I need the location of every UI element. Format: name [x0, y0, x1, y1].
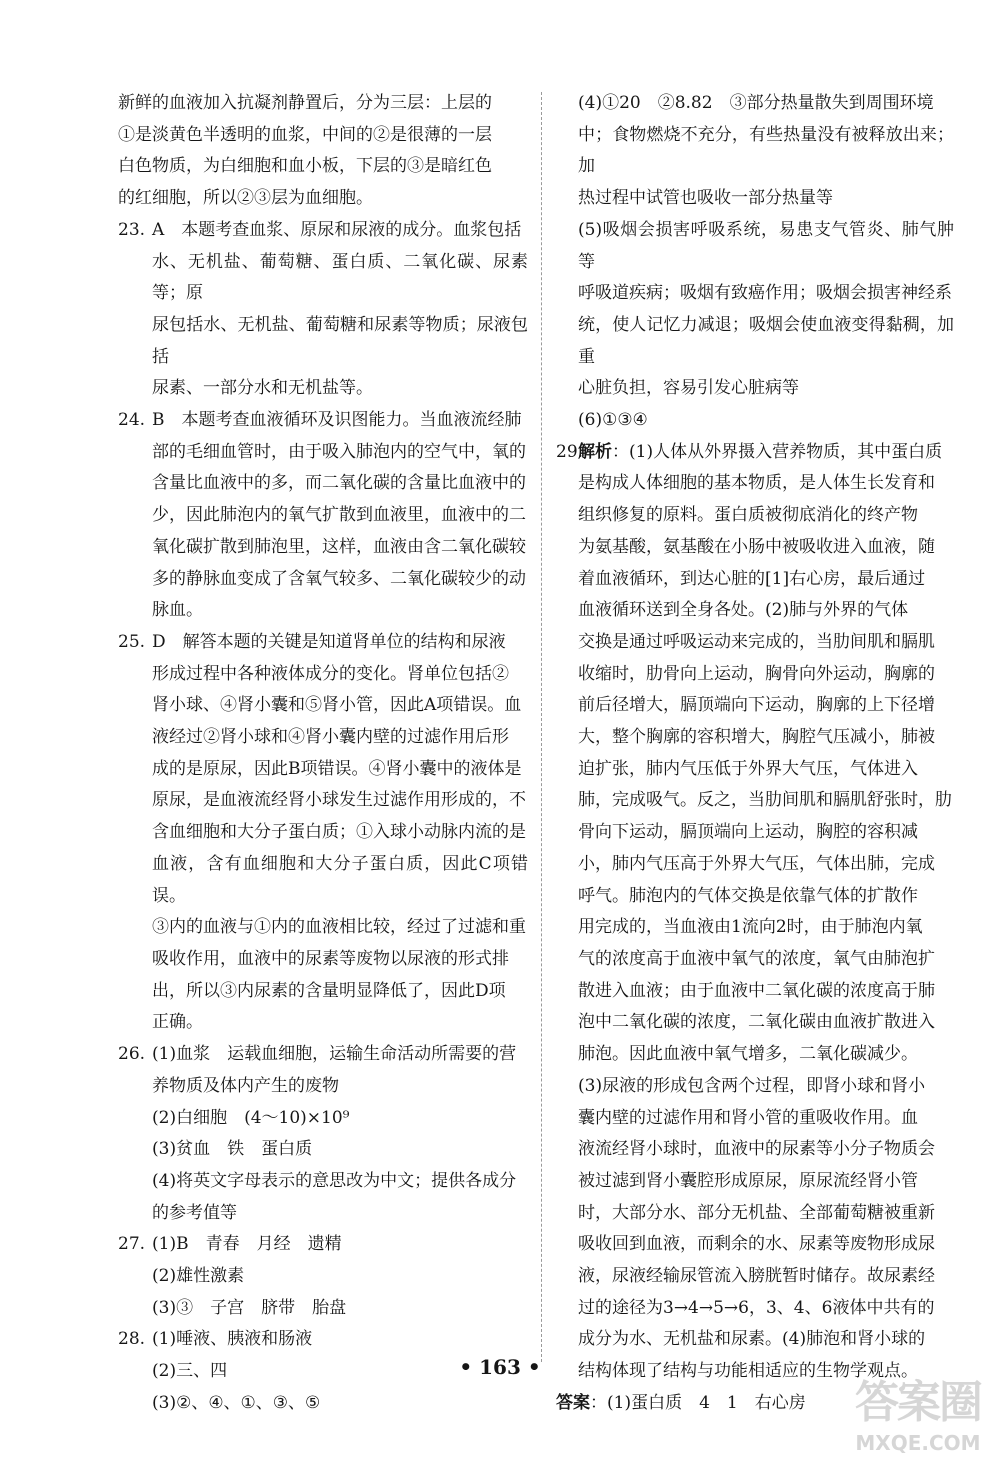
text-line: (2)三、四: [152, 1361, 228, 1382]
question-number: 28.: [118, 1329, 146, 1350]
question-23: [118, 215, 528, 405]
text-line: 成分为水、无机盐和尿素。(4)肺泡和肾小球的: [578, 1329, 926, 1350]
text-line: 用完成的，当血液由1流向2时，由于肺泡内氧: [578, 917, 923, 938]
text-line: D 解答本题的关键是知道肾单位的结构和尿液: [152, 631, 506, 652]
text-line: (3)②、④、①、③、⑤: [152, 1392, 321, 1413]
text-line: 白色物质，为白细胞和血小板，下层的③是暗红色: [118, 156, 492, 177]
text-line: 肺泡。因此血液中氧气增多，二氧化碳减少。: [578, 1044, 918, 1065]
text-line: 水、无机盐、葡萄糖、蛋白质、二氧化碳、尿素等；原: [152, 251, 528, 304]
text-line: ①是淡黄色半透明的血浆，中间的②是很薄的一层: [118, 124, 492, 145]
text-line: 是构成人体细胞的基本物质，是人体生长发育和: [578, 473, 935, 494]
text-line: 泡中二氧化碳的浓度，二氧化碳由血液扩散进入: [578, 1012, 935, 1033]
q22-explanation-continued: [118, 88, 528, 215]
text-line: 散进入血液；由于血液中二氧化碳的浓度高于肺: [578, 980, 935, 1001]
watermark: [848, 1375, 988, 1465]
question-number: 27.: [118, 1234, 146, 1255]
text-line: 氧化碳扩散到肺泡里，这样，血液由含二氧化碳较: [152, 536, 526, 557]
text-line: 成的是原尿，因此B项错误。④肾小囊中的液体是: [152, 758, 522, 779]
text-line: 含量比血液中的多，而二氧化碳的含量比血液中的: [152, 473, 526, 494]
text-line: (6)①③④: [578, 410, 648, 431]
question-27: [118, 1229, 528, 1324]
text-line: 热过程中试管也吸收一部分热量等: [578, 188, 833, 209]
text-line: 尿素、一部分水和无机盐等。: [152, 378, 373, 399]
text-line: 结构体现了结构与功能相适应的生物学观点。: [578, 1361, 918, 1382]
text-line: (3)③ 子宫 脐带 胎盘: [152, 1297, 347, 1318]
page-number: • 163 •: [459, 1355, 541, 1379]
text-line: 养物质及体内产生的废物: [152, 1075, 339, 1096]
text-line: (3)贫血 铁 蛋白质: [152, 1139, 313, 1160]
text-line: 新鲜的血液加入抗凝剂静置后，分为三层：上层的: [118, 93, 492, 113]
text-line: 气的浓度高于血液中氧气的浓度，氧气由肺泡扩: [578, 948, 935, 969]
text-line: B 本题考查血液循环及识图能力。当血液流经肺: [152, 410, 522, 431]
text-line: 吸收作用，血液中的尿素等废物以尿液的形式排: [152, 948, 509, 969]
text-line: 液经过②肾小球和④肾小囊内壁的过滤作用后形: [152, 727, 509, 748]
text-line: (4)将英文字母表示的意思改为中文；提供各成分: [152, 1170, 517, 1191]
text-line: 液，尿液经输尿管流入膀胱暂时储存。故尿素经: [578, 1266, 935, 1287]
text-line: 含血细胞和大分子蛋白质；①入球小动脉内流的是: [152, 822, 526, 843]
text-line: 的参考值等: [152, 1202, 237, 1223]
question-number: 23.: [118, 219, 146, 240]
question-number: 25.: [118, 631, 146, 652]
text-line: (3)尿液的形成包含两个过程，即肾小球和肾小: [578, 1075, 926, 1096]
text-segment: ：(1)人体从外界摄入营养物质，其中蛋白质: [612, 441, 943, 462]
text-line: 原尿，是血液流经肾小球发生过滤作用形成的，不: [152, 790, 526, 811]
text-line: (1)血浆 运载血细胞，运输生命活动所需要的营: [152, 1044, 517, 1065]
text-line: 中；食物燃烧不充分，有些热量没有被释放出来；加: [578, 124, 954, 177]
text-line: 呼吸道疾病；吸烟有致癌作用；吸烟会损害神经系: [578, 283, 952, 304]
text-line: A 本题考查血浆、原尿和尿液的成分。血浆包括: [152, 219, 522, 240]
question-number: 26.: [118, 1044, 146, 1065]
text-line: 部的毛细血管时，由于吸入肺泡内的空气中，氧的: [152, 441, 526, 462]
watermark-url: MXQE.COM: [855, 1431, 981, 1455]
text-line: 肺，完成吸气。反之，当肋间肌和膈肌舒张时，肋: [578, 790, 952, 811]
text-line: 组织修复的原料。蛋白质被彻底消化的终产物: [578, 505, 918, 526]
text-line: 心脏负担，容易引发心脏病等: [578, 378, 799, 399]
text-line: 肾小球、④肾小囊和⑤肾小管，因此A项错误。血: [152, 695, 522, 716]
text-line: 正确。: [152, 1012, 203, 1033]
text-line: (4)①20 ②8.82 ③部分热量散失到周围环境: [578, 93, 934, 113]
text-line: 时，大部分水、部分无机盐、全部葡萄糖被重新: [578, 1202, 935, 1223]
question-26: [118, 1039, 528, 1229]
text-line: (1)B 青春 月经 遗精: [152, 1234, 342, 1255]
question-29: [556, 437, 954, 1388]
text-line: 血液，含有血细胞和大分子蛋白质，因此C项错误。: [152, 853, 528, 906]
answer-label: 答案: [556, 1392, 590, 1413]
text-line: (5)吸烟会损害呼吸系统，易患支气管炎、肺气肿等: [578, 219, 954, 272]
text-line: 为氨基酸，氨基酸在小肠中被吸收进入血液，随: [578, 536, 935, 557]
analysis-label: 解析: [578, 441, 612, 462]
text-line: 小，肺内气压高于外界大气压，气体出肺，完成: [578, 853, 935, 874]
right-column: [556, 88, 954, 1420]
text-line: 被过滤到肾小囊腔形成原尿，原尿流经肾小管: [578, 1170, 918, 1191]
question-28-continued: [556, 88, 954, 437]
text-line: (2)白细胞 (4～10)×10⁹: [152, 1107, 350, 1128]
text-line: 呼气。肺泡内的气体交换是依靠气体的扩散作: [578, 885, 918, 906]
question-24: [118, 405, 528, 627]
text-line: ③内的血液与①内的血液相比较，经过了过滤和重: [152, 917, 526, 938]
text-line: (2)雄性激素: [152, 1266, 245, 1287]
text-line: 着血液循环，到达心脏的[1]右心房，最后通过: [578, 568, 926, 589]
text-line: 的红细胞，所以②③层为血细胞。: [118, 188, 373, 209]
text-line: 骨向下运动，膈顶端向上运动，胸腔的容积减: [578, 822, 918, 843]
text-line: 收缩时，肋骨向上运动，胸骨向外运动，胸廓的: [578, 663, 935, 684]
text-line: (1)唾液、胰液和肠液: [152, 1329, 313, 1350]
question-number: 24.: [118, 410, 146, 431]
column-divider: [541, 92, 542, 1362]
text-line: 多的静脉血变成了含氧气较多、二氧化碳较少的动: [152, 568, 526, 589]
question-number: 29.: [556, 441, 584, 462]
text-line: 形成过程中各种液体成分的变化。肾单位包括②: [152, 663, 509, 684]
text-line: 迫扩张，肺内气压低于外界大气压，气体进入: [578, 758, 918, 779]
watermark-logo: 答案圈: [855, 1377, 981, 1428]
text-line: 尿包括水、无机盐、葡萄糖和尿素等物质；尿液包括: [152, 314, 528, 367]
text-line: 前后径增大，膈顶端向下运动，胸廓的上下径增: [578, 695, 935, 716]
text-line: 脉血。: [152, 600, 203, 621]
question-25: [118, 627, 528, 1039]
text-line: 少，因此肺泡内的氧气扩散到血液里，血液中的二: [152, 505, 526, 526]
text-line: 吸收回到血液，而剩余的水、尿素等废物形成尿: [578, 1234, 935, 1255]
text-line: 出，所以③内尿素的含量明显降低了，因此D项: [152, 980, 506, 1001]
text-line: 统，使人记忆力减退；吸烟会使血液变得黏稠，加重: [578, 314, 954, 367]
text-line: 过的途径为3→4→5→6，3、4、6液体中共有的: [578, 1297, 935, 1318]
analysis-first-line: [578, 437, 954, 469]
text-line: 大，整个胸廓的容积增大，胸腔气压减小，肺被: [578, 727, 935, 748]
text-line: 液流经肾小球时，血液中的尿素等小分子物质会: [578, 1139, 935, 1160]
text-line: 交换是通过呼吸运动来完成的，当肋间肌和膈肌: [578, 631, 935, 652]
left-column: [118, 88, 528, 1420]
answer-text: ：(1)蛋白质 4 1 右心房: [590, 1392, 806, 1413]
text-line: 囊内壁的过滤作用和肾小管的重吸收作用。血: [578, 1107, 918, 1128]
text-line: 血液循环送到全身各处。(2)肺与外界的气体: [578, 600, 909, 621]
